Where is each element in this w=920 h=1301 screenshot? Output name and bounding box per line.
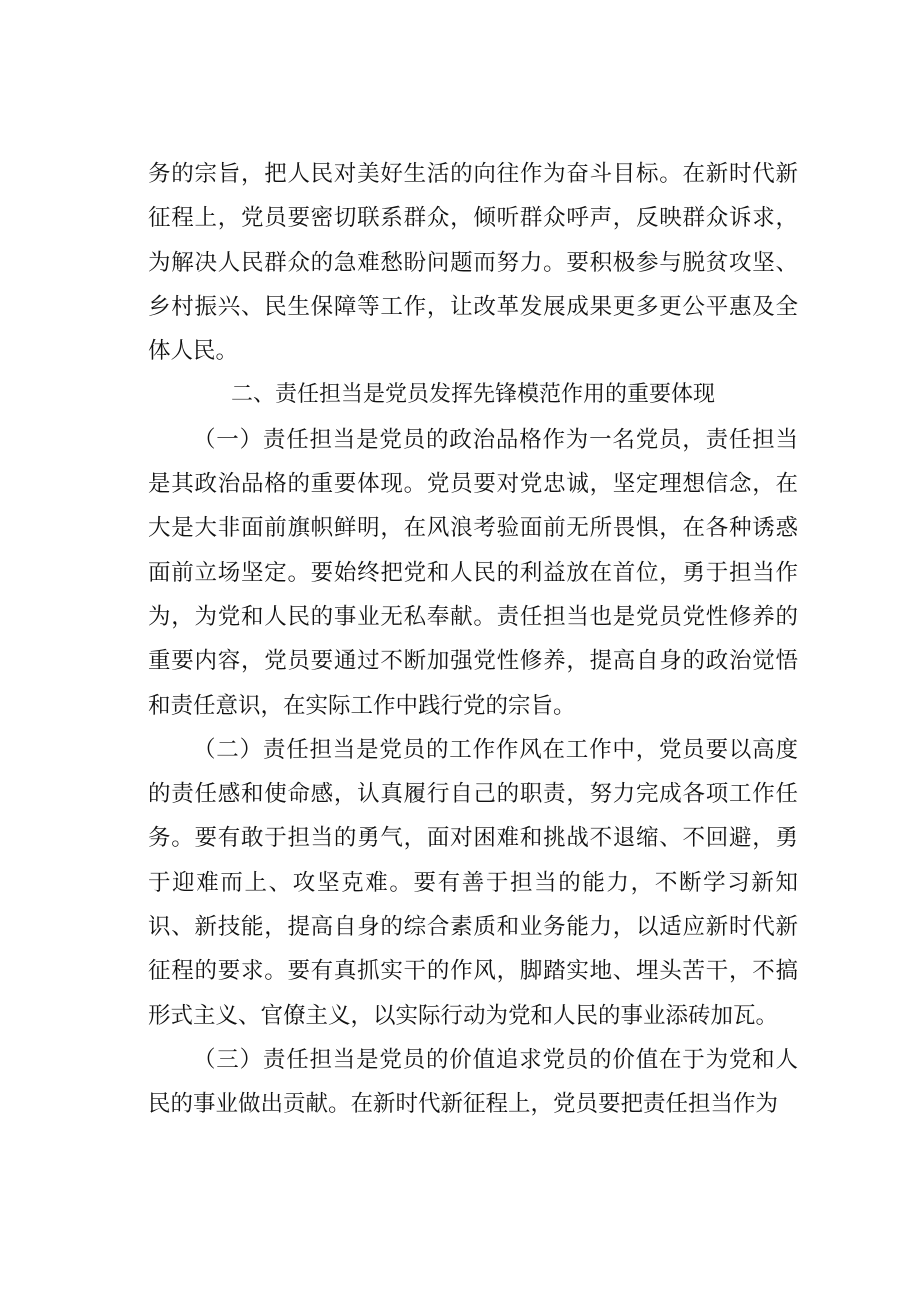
section-heading: 二、责任担当是党员发挥先锋模范作用的重要体现: [230, 382, 715, 408]
document-body: [148, 152, 798, 1127]
paragraph-two: （二）责任担当是党员的工作作风在工作中，党员要以高度的责任感和使命感，认真履行自己的职责，努力完成各项工作任务。要有敢于担当的勇气，面对困难和挑战不退缩、不回避，勇于迎难而上、攻坚克难。要有善于担当的能力，不断学习新知识、新技能，提高自身的综合素质和业务能力，以适应新时代新征程的要求。要有真抓实干的作风，脚踏实地、埋头苦干，不搞形式主义、官僚主义，以实际行动为党和人民的事业添砖加瓦。: [148, 736, 798, 1029]
paragraph-one: （一）责任担当是党员的政治品格作为一名党员，责任担当是其政治品格的重要体现。党员要对党忠诚，坚定理想信念，在大是大非面前旗帜鲜明，在风浪考验面前无所畏惧，在各种诱惑面前立场坚定。要始终把党和人民的利益放在首位，勇于担当作为，为党和人民的事业无私奉献。责任担当也是党员党性修养的重要内容，党员要通过不断加强党性修养，提高自身的政治觉悟和责任意识，在实际工作中践行党的宗旨。: [148, 426, 798, 719]
paragraph-continued: 务的宗旨，把人民对美好生活的向往作为奋斗目标。在新时代新征程上，党员要密切联系群众，倾听群众呼声，反映群众诉求，为解决人民群众的急难愁盼问题而努力。要积极参与脱贫攻坚、乡村振兴、民生保障等工作，让改革发展成果更多更公平惠及全体人民。: [148, 161, 798, 365]
paragraph-three: （三）责任担当是党员的价值追求党员的价值在于为党和人民的事业做出贡献。在新时代新征程上，党员要把责任担当作为: [148, 1046, 798, 1118]
